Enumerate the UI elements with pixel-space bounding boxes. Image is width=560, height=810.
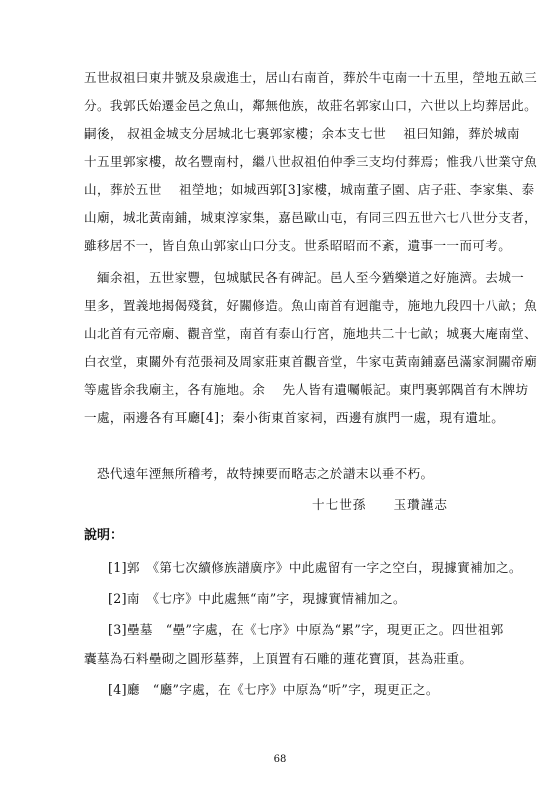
paragraph1-line: 十五里郭家樓，故名豐南村，繼八世叔祖伯仲季三支均付葬焉；惟我八世業守魚: [84, 154, 538, 169]
paragraph1-line: 五世叔祖曰東井號及泉歲進士，居山右南首，葬於牛屯南一十五里，塋地五畝三: [84, 70, 538, 85]
paragraph2-line: 等處皆余我廟主，各有施地。余 先人皆有遺囑帳記。東門裏郭隅首有木牌坊: [84, 382, 529, 397]
paragraph1-line: 嗣後， 叔祖金城支分居城北七裏郭家樓；余本支七世 祖曰知錦，葬於城南: [84, 126, 520, 141]
paragraph2-line: 山北首有元帝廟、觀音堂，南首有泰山行宮，施地共二十七畝；城裏大庵南堂、: [84, 326, 538, 341]
paragraph2-line: 緬余祖，五世家豐，包城賦民各有碑記。邑人至今猶樂道之好施濟。去城一: [84, 270, 525, 285]
note-item: [3]壘墓 “壘”字處，在《七序》中原為“累”字，現更正之。四世祖郭: [108, 622, 504, 637]
page-number: 68: [273, 754, 287, 765]
note-item-continued: 囊墓為石料壘砌之圓形墓葬，上頂置有石雕的蓮花寶頂，甚為莊重。: [84, 651, 473, 666]
paragraph2-line: 里多，置義地揭偈殘貧，好關修造。魚山南首有迥龍寺，施地九段四十八畝；魚: [84, 298, 538, 313]
paragraph3-line: 恐代遠年湮無所稽考，故特揀要而略志之於譜末以垂不朽。: [84, 466, 434, 481]
notes-title: 說明：: [84, 528, 124, 543]
note-item: [2]南 《七序》中此處無“南”字，現據實情補加之。: [108, 591, 406, 606]
paragraph2-line: 白衣堂，東關外有范張祠及周家莊東首觀音堂，牛家屯黃南鋪嘉邑滿家洞關帝廟: [84, 354, 538, 369]
note-item: [4]廳 “廳”字處，在《七序》中原為“听”字，現更正之。: [108, 682, 439, 697]
paragraph1-line: 山，葬於五世 祖塋地；如城西郭[3]家樓，城南董子園、店子莊、李家集、泰: [84, 182, 535, 197]
note-item: [1]郭 《第七次續修族譜廣序》中此處留有一字之空白，現據實補加之。: [108, 560, 522, 575]
signature: 十七世孫 玉瓚謹志: [312, 497, 448, 512]
paragraph1-line: 雖移居不一，皆自魚山郭家山口分支。世系昭昭而不紊，遺事一一而可考。: [84, 238, 512, 253]
paragraph1-line: 山廟，城北黃南鋪，城東淳家集，嘉邑歐山屯，有同三四五世六七八世分支者，: [84, 210, 538, 225]
paragraph2-line: 一處，兩邊各有耳廳[4]；秦小街東首家祠，西邊有旗門一處，現有遺址。: [84, 410, 505, 425]
paragraph1-line: 分。我郭氏始遷金邑之魚山，鄰無他族，故莊名郭家山口，六世以上均葬居此。: [84, 98, 538, 113]
